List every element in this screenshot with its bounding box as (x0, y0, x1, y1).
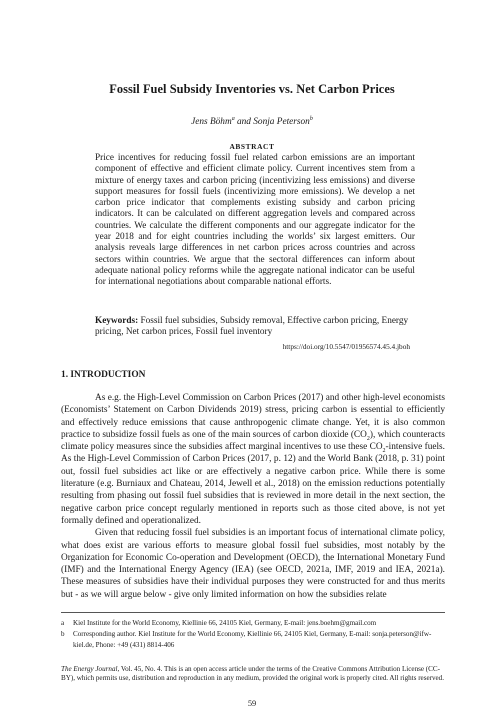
footnote-divider (61, 612, 445, 613)
paragraph-1-text-a: As e.g. the High-Level Commission on Carbon Prices (2017) and other high-level economists (Economists’ Statement on Carbon Dividends 2019) stress, pricing carbon is essential to efficiently and effectively reduce emissions that cause anthropogenic climate change. Yet, it is also common practice to subsidize fossil fuels as one of the main sources of carbon dioxide (CO (61, 393, 445, 440)
section-heading-introduction: 1. INTRODUCTION (61, 370, 146, 380)
co2-subscript: 2 (382, 448, 386, 455)
footnote-mark: b (61, 630, 65, 638)
keywords-label: Keywords: (95, 316, 139, 326)
co2-subscript: 2 (366, 435, 370, 442)
paragraph-1-text-b: ), which counteracts climate policy measures since the subsidies affect marginal incentives to use these CO (61, 429, 446, 453)
doi-link[interactable]: https://doi.org/10.5547/01956574.45.4.jboh (282, 342, 410, 351)
paragraph-1 (61, 392, 445, 527)
author-1: Jens Böhm (191, 117, 232, 127)
footnote-b (61, 629, 445, 651)
journal-info (61, 665, 445, 684)
footnote-text: Kiel Institute for the World Economy, Kiellinie 66, 24105 Kiel, Germany, E-mail: jens.boehm@gmail.com (73, 619, 377, 627)
footnote-text: Corresponding author. Kiel Institute for the World Economy, Kiellinie 66, 24105 Kiel, Germany, E-mail: sonja.peterson@ifw-kiel.de, Phone: +49 (431) 8814-406 (73, 630, 432, 649)
journal-license: , Vol. 45, No. 4. This is an open access article under the terms of the Creative Commons Attribution License (CC-BY), which permits use, distribution and reproduction in any medium, provided the original work is properly cited. All rights reserved. (61, 665, 444, 683)
abstract-text: Price incentives for reducing fossil fuel related carbon emissions are an important component of effective and efficient climate policy. Current incentives stem from a mixture of energy taxes and carbon pricing (incentivizing less emissions) and diverse support measures for fossil fuels (incentivizing more emissions). We develop a net carbon price indicator that complements existing subsidy and carbon pricing indicators. It can be calculated on different aggregation levels and compared across countries. We calculate the different components and our aggregate indicator for the year 2018 and for eight countries including the worlds’ six largest emitters. Our analysis reveals large differences in net carbon prices across countries and across sectors within countries. We argue that the sectoral differences can inform about adequate national policy reforms while the aggregate national indicator can be useful for international negotiations about comparable national efforts. (95, 153, 415, 288)
footnote-a (61, 618, 445, 629)
paper-title: Fossil Fuel Subsidy Inventories vs. Net Carbon Prices (109, 82, 395, 96)
journal-name: The Energy Journal (61, 665, 118, 673)
author-connector: and (234, 117, 254, 127)
paragraph-2: Given that reducing fossil fuel subsidies is an important focus of international climate policy, what does exist are various efforts to measure global fossil fuel subsidies, most notably by the Organization for Economic Co-operation and Development (OECD), the International Monetary Fund (IMF) and the International Energy Agency (IEA) (see OECD, 2021a, IMF, 2019 and IEA, 2021a). These measures of subsidies have their individual purposes they were constructed for and thus merits but - as we will argue below - give only limited information on how the subsidies relate (61, 528, 445, 600)
author-2: Sonja Peterson (253, 117, 310, 127)
paragraph-1-text-c: -intensive fuels. As the High-Level Commission of Carbon Prices (2017, p. 12) and the World Bank (2018, p. 31) point out, fossil fuel subsidies act like or are effectively a negative carbon price. While there is some literature (e.g. Burniaux and Chateau, 2014, Jewell et al., 2018) on the emission reductions potentially resulting from phasing out fossil fuel subsidies that is reviewed in more detail in the next section, the negative carbon price concept regularly mentioned in reports such as those cited above, is not yet formally defined and operationalized. (61, 442, 445, 526)
footnotes (61, 618, 445, 651)
page-number: 59 (247, 699, 257, 708)
abstract-heading: ABSTRACT (229, 142, 275, 151)
keywords-list: Fossil fuel subsidies, Subsidy removal, Effective carbon pricing, Energy pricing, Net carbon prices, Fossil fuel inventory (95, 316, 409, 338)
author-2-affiliation-mark: b (309, 115, 313, 122)
author-line (0, 117, 504, 127)
keywords (95, 316, 415, 339)
footnote-mark: a (61, 619, 65, 627)
introduction-body (61, 392, 445, 601)
author-1-affiliation-mark: a (231, 115, 235, 122)
